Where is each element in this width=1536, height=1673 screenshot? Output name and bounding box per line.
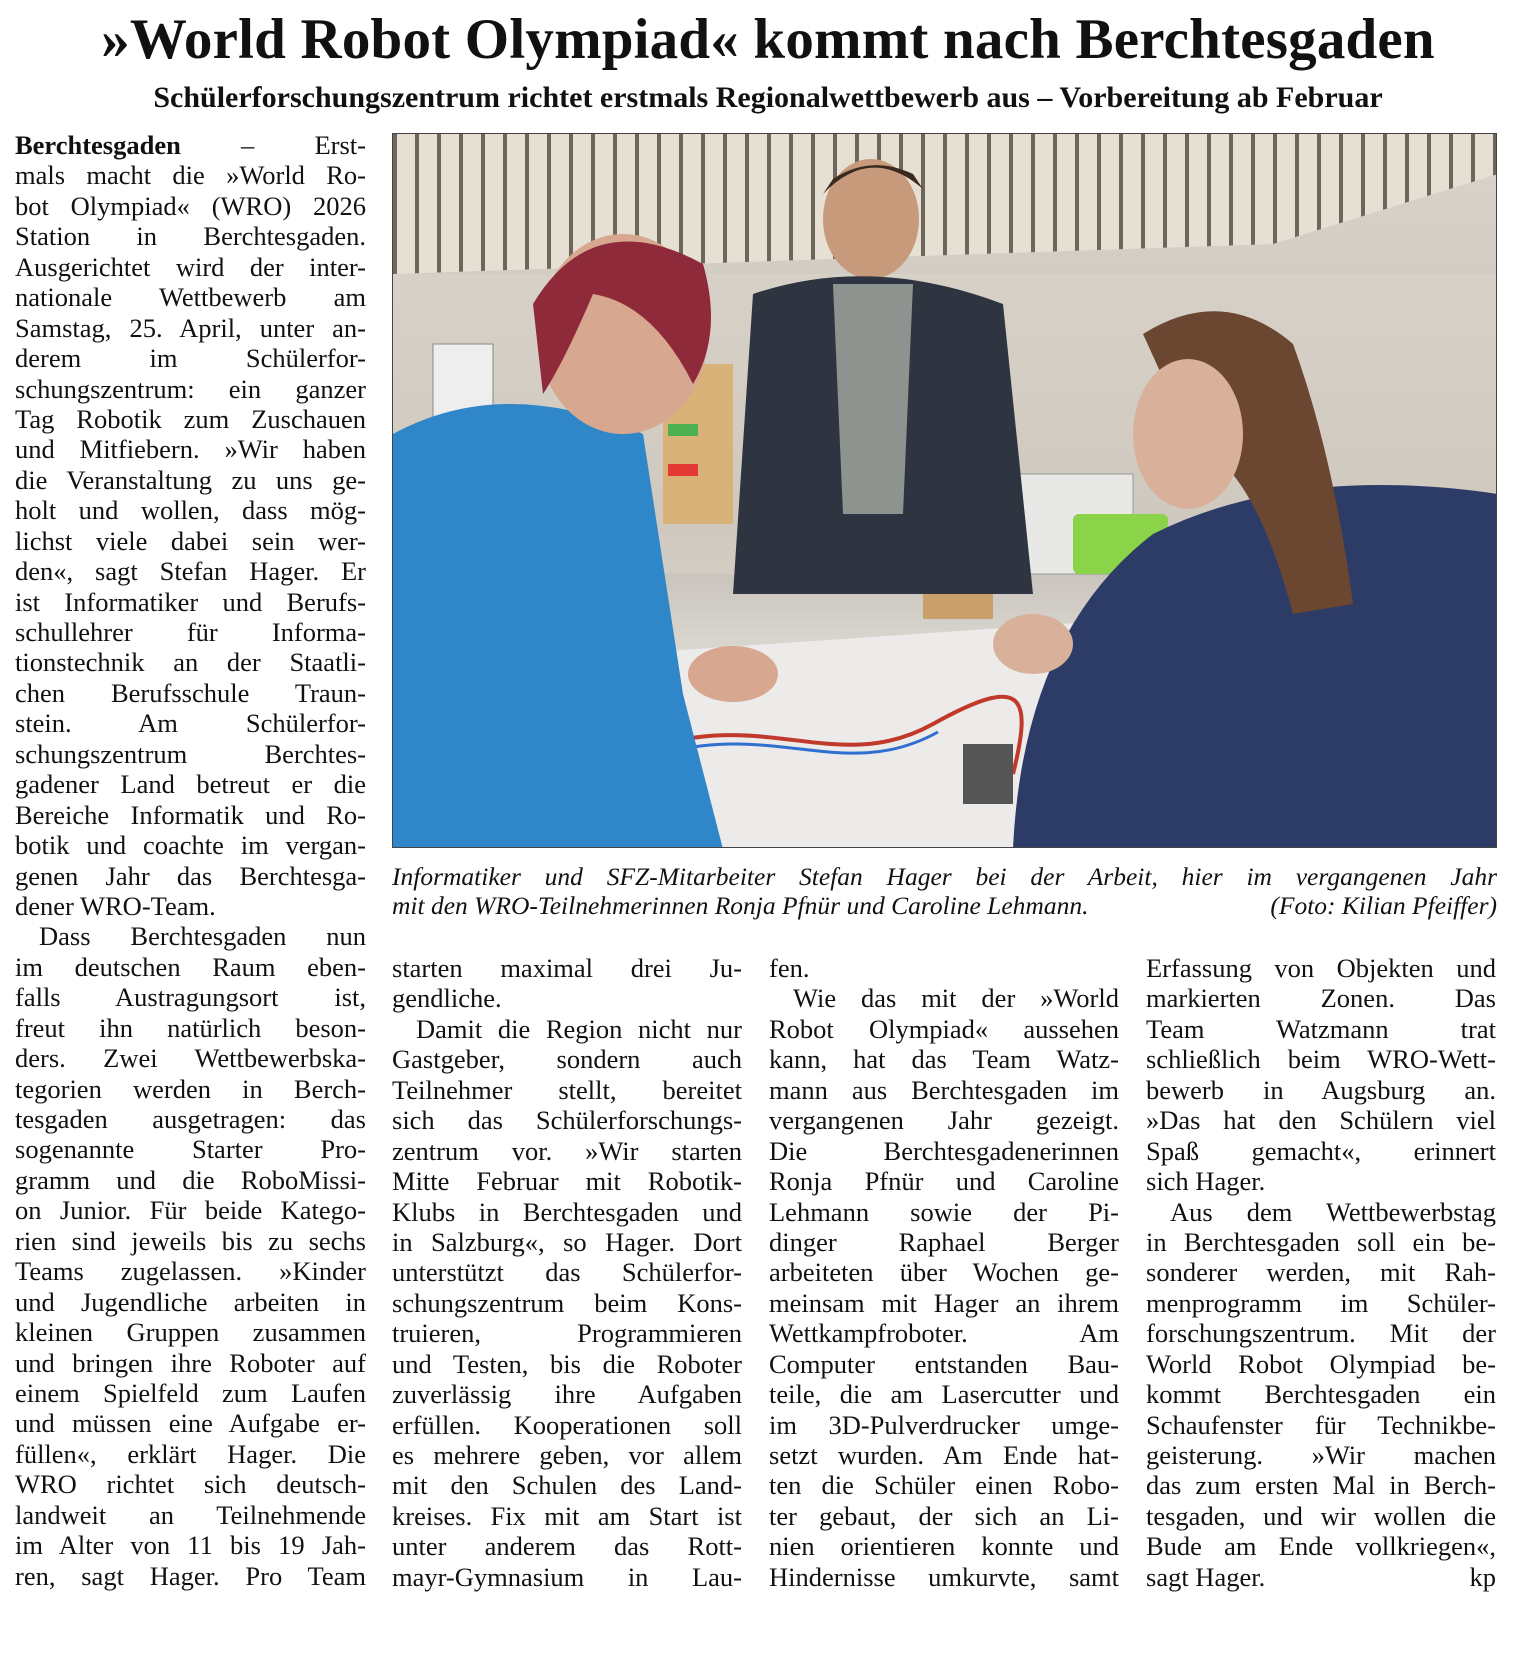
article-line: den«, sagt Stefan Hager. Er [15, 556, 366, 587]
article-line: chen Berufsschule Traun- [15, 677, 366, 708]
article-line: in Salzburg«, so Hager. Dort [392, 1226, 742, 1257]
article-line: Wettkampfroboter. Am [769, 1318, 1119, 1349]
article-line: und Testen, bis die Roboter [392, 1348, 742, 1379]
photo-caption [392, 862, 1497, 920]
article-text: – Erst- [180, 130, 366, 160]
article-line: tegorien werden in Berch- [15, 1073, 366, 1104]
article-closing-line [1146, 1562, 1496, 1592]
article-line: im Alter von 11 bis 19 Jah- [15, 1530, 366, 1561]
article-line: Ausgerichtet wird der inter- [15, 251, 366, 282]
article-line: zuverlässig ihre Aufgaben [392, 1379, 742, 1410]
article-line: meinsam mit Hager an ihrem [769, 1287, 1119, 1318]
article-line: nationale Wettbewerb am [15, 282, 366, 313]
article-line: schungszentrum beim Kons- [392, 1287, 742, 1318]
article-line: schungszentrum Berchtes- [15, 738, 366, 769]
article-line: im 3D-Pulverdrucker umge- [769, 1409, 1119, 1440]
article-line: dener WRO-Team. [15, 890, 216, 921]
article-line: Schaufenster für Technikbe- [1146, 1409, 1496, 1440]
article-line: mann aus Berchtesgaden im [769, 1074, 1119, 1105]
article-line: und Jugendliche arbeiten in [15, 1286, 366, 1317]
article-line: und Mitfiebern. »Wir haben [15, 434, 366, 465]
article-line: Tag Robotik zum Zuschauen [15, 403, 366, 434]
article-line: schullehrer für Informa- [15, 617, 366, 647]
article-line: Team Watzmann trat [1146, 1013, 1496, 1044]
article-line: gramm und die RoboMissi- [15, 1164, 366, 1195]
author-initials: kp [1469, 1561, 1496, 1592]
article-line: Station in Berchtesgaden. [15, 221, 366, 252]
article-line: WRO richtet sich deutsch- [15, 1469, 366, 1500]
article-line: dinger Raphael Berger [769, 1226, 1119, 1257]
article-line: einem Spielfeld zum Laufen [15, 1377, 366, 1408]
article-column-1 [15, 130, 366, 1591]
article-line: und bringen ihre Roboter auf [15, 1347, 366, 1378]
article-line: holt und wollen, dass mög- [15, 495, 366, 526]
article-line: sich das Schülerforschungs- [392, 1105, 742, 1136]
article-line: gendliche. [392, 983, 502, 1014]
article-line: rien sind jeweils bis zu sechs [15, 1225, 366, 1256]
article-line: arbeiteten über Wochen ge- [769, 1257, 1119, 1288]
article-line: die Veranstaltung zu uns ge- [15, 464, 366, 495]
article-line: Wie das mit der »World [793, 983, 1119, 1014]
article-line: ders. Zwei Wettbewerbska- [15, 1043, 366, 1074]
article-line: Ronja Pfnür und Caroline [769, 1166, 1119, 1197]
article-line: ter gebaut, der sich an Li- [769, 1500, 1119, 1531]
article-line: »Das hat den Schülern viel [1146, 1105, 1496, 1136]
article-line: Dass Berchtesgaden nun [39, 921, 366, 952]
article-line: freut ihn natürlich beson- [15, 1012, 366, 1043]
article-line: bewerb in Augsburg an. [1146, 1074, 1496, 1105]
article-line: Bude am Ende vollkriegen«, [1146, 1531, 1496, 1562]
article-line: botik und coachte im vergan- [15, 830, 366, 861]
article-line: Bereiche Informatik und Ro- [15, 799, 366, 830]
article-line: sonderer werden, mit Rah- [1146, 1257, 1496, 1288]
article-line: Computer entstanden Bau- [769, 1348, 1119, 1379]
article-line: tionstechnik an der Staatli- [15, 647, 366, 678]
article-line: kleinen Gruppen zusammen [15, 1317, 366, 1348]
article-line: tesgaden ausgetragen: das [15, 1104, 366, 1134]
article-line: schungszentrum: ein ganzer [15, 373, 366, 404]
article-line: Erfassung von Objekten und [1146, 953, 1496, 983]
article-line: Robot Olympiad« aussehen [769, 1013, 1119, 1044]
article-line: tesgaden, und wir wollen die [1146, 1500, 1496, 1531]
article-line: Die Berchtesgadenerinnen [769, 1135, 1119, 1166]
article-line: fen. [769, 953, 810, 983]
article-text: sagt Hager. [1146, 1561, 1266, 1592]
article-column-3 [769, 953, 1119, 1592]
caption-text: mit den WRO-Teilnehmerinnen Ronja Pfnür und Caroline Lehmann. [392, 891, 1089, 920]
article-line: starten maximal drei Ju- [392, 953, 742, 983]
article-line: sogenannte Starter Pro- [15, 1134, 366, 1165]
article-line: markierten Zonen. Das [1146, 983, 1496, 1014]
article-line: ist Informatiker und Berufs- [15, 586, 366, 617]
article-line: landweit an Teilnehmende [15, 1499, 366, 1530]
article-line: Mitte Februar mit Robotik- [392, 1166, 742, 1197]
article-line: unter anderem das Rott- [392, 1531, 742, 1562]
article-line: falls Austragungsort ist, [15, 982, 366, 1013]
article-line: Teilnehmer stellt, bereitet [392, 1074, 742, 1105]
article-line: erfüllen. Kooperationen soll [392, 1409, 742, 1440]
article-line: Gastgeber, sondern auch [392, 1044, 742, 1075]
caption-line-2 [392, 891, 1497, 920]
article-line: kommt Berchtesgaden ein [1146, 1379, 1496, 1410]
article-line: im deutschen Raum eben- [15, 951, 366, 982]
article-line: World Robot Olympiad be- [1146, 1348, 1496, 1379]
article-line: geisterung. »Wir machen [1146, 1440, 1496, 1470]
photo-credit: (Foto: Kilian Pfeiffer) [1270, 891, 1497, 920]
article-line: unterstützt das Schülerfor- [392, 1257, 742, 1288]
article-line: ren, sagt Hager. Pro Team [15, 1560, 366, 1591]
article-line: Aus dem Wettbewerbstag [1170, 1196, 1496, 1227]
article-line: ten die Schüler einen Robo- [769, 1470, 1119, 1501]
article-line: und müssen eine Aufgabe er- [15, 1408, 366, 1439]
article-line: nien orientieren konnte und [769, 1531, 1119, 1562]
article-line: gadener Land betreut er die [15, 769, 366, 800]
article-line: Damit die Region nicht nur [416, 1013, 742, 1044]
dateline: Berchtesgaden [15, 130, 181, 160]
article-line: on Junior. Für beide Katego- [15, 1195, 366, 1226]
article-line: kann, hat das Team Watz- [769, 1044, 1119, 1075]
article-line: setzt wurden. Am Ende hat- [769, 1440, 1119, 1470]
article-photo [392, 133, 1497, 848]
article-line: Hindernisse umkurvte, samt [769, 1561, 1119, 1592]
article-line: das zum ersten Mal in Berch- [1146, 1470, 1496, 1501]
article-line: Teams zugelassen. »Kinder [15, 1256, 366, 1287]
article-line: lichst viele dabei sein wer- [15, 525, 366, 556]
caption-line-1: Informatiker und SFZ-Mitarbeiter Stefan Hager bei der Arbeit, hier im vergangenen Jahr [392, 862, 1497, 891]
article-line: Samstag, 25. April, unter an- [15, 312, 366, 343]
article-line: mit den Schulen des Land- [392, 1470, 742, 1501]
article-line: Lehmann sowie der Pi- [769, 1196, 1119, 1227]
article-column-2 [392, 953, 742, 1592]
article-line: genen Jahr das Berchtesga- [15, 860, 366, 891]
article-line: forschungszentrum. Mit der [1146, 1318, 1496, 1349]
article-line: derem im Schülerfor- [15, 343, 366, 374]
article-line: menprogramm im Schüler- [1146, 1287, 1496, 1318]
article-line: kreises. Fix mit am Start ist [392, 1500, 742, 1531]
article-line: mals macht die »World Ro- [15, 160, 366, 191]
article-line: zentrum vor. »Wir starten [392, 1135, 742, 1166]
article-line: in Berchtesgaden soll ein be- [1146, 1226, 1496, 1257]
article-line: es mehrere geben, vor allem [392, 1440, 742, 1470]
article-line: vergangenen Jahr gezeigt. [769, 1105, 1119, 1136]
article-column-4 [1146, 953, 1496, 1592]
article-line [15, 130, 366, 160]
headline: »World Robot Olympiad« kommt nach Berchtesgaden [101, 8, 1435, 71]
article-line: mayr-Gymnasium in Lau- [392, 1561, 742, 1592]
article-line: stein. Am Schülerfor- [15, 708, 366, 739]
subheadline: Schülerforschungszentrum richtet erstmals Regionalwettbewerb aus – Vorbereitung ab Februar [153, 81, 1383, 114]
article-line: schließlich beim WRO-Wett- [1146, 1044, 1496, 1075]
article-line: teile, die am Lasercutter und [769, 1379, 1119, 1410]
article-line: Klubs in Berchtesgaden und [392, 1196, 742, 1227]
article-line: truieren, Programmieren [392, 1318, 742, 1349]
article-line: sich Hager. [1146, 1166, 1266, 1197]
photo-robotics-workshop [393, 134, 1497, 848]
article-line: füllen«, erklärt Hager. Die [15, 1438, 366, 1469]
article-line: bot Olympiad« (WRO) 2026 [15, 190, 366, 221]
article-line: Spaß gemacht«, erinnert [1146, 1135, 1496, 1166]
